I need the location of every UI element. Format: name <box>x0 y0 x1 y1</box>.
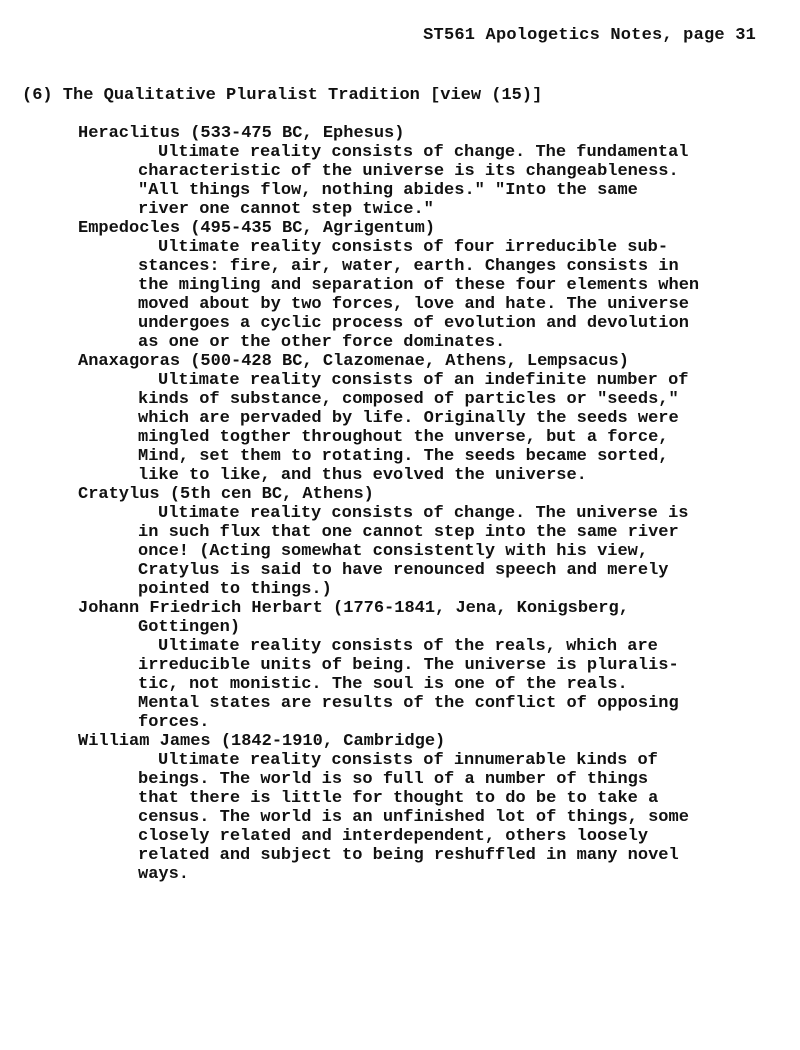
philosopher-entry <box>78 124 768 219</box>
entry-description <box>138 504 768 599</box>
section-title: (6) The Qualitative Pluralist Tradition [view (15)] <box>22 86 543 105</box>
philosopher-entry <box>78 732 768 884</box>
description-line: Ultimate reality consists of the reals, which are <box>158 637 658 656</box>
description-line: Cratylus is said to have renounced speech and merely <box>138 561 669 580</box>
description-line: in such flux that one cannot step into the same river <box>138 523 679 542</box>
entry-description <box>138 238 768 352</box>
description-line: characteristic of the universe is its changeableness. <box>138 162 679 181</box>
entry-heading <box>78 732 768 751</box>
entry-heading-line: Cratylus (5th cen BC, Athens) <box>78 485 374 504</box>
description-line: pointed to things.) <box>138 580 332 599</box>
description-line: tic, not monistic. The soul is one of the reals. <box>138 675 628 694</box>
description-line: mingled togther throughout the unverse, but a force, <box>138 428 669 447</box>
description-line: related and subject to being reshuffled in many novel <box>138 846 679 865</box>
description-line: which are pervaded by life. Originally the seeds were <box>138 409 679 428</box>
description-line: beings. The world is so full of a number of things <box>138 770 649 789</box>
entry-heading-line: Johann Friedrich Herbart (1776-1841, Jena, Konigsberg, <box>78 599 629 618</box>
philosopher-entry <box>78 219 768 352</box>
description-line: that there is little for thought to do be to take a <box>138 789 659 808</box>
description-line: Ultimate reality consists of four irreducible sub- <box>158 238 669 257</box>
entry-description <box>138 637 768 732</box>
entry-heading-line: Anaxagoras (500-428 BC, Clazomenae, Athens, Lempsacus) <box>78 352 629 371</box>
description-line: Mind, set them to rotating. The seeds became sorted, <box>138 447 669 466</box>
entry-heading <box>78 599 768 637</box>
philosopher-entries <box>78 124 768 884</box>
description-line: Ultimate reality consists of change. The universe is <box>158 504 689 523</box>
entry-heading-line: Empedocles (495-435 BC, Agrigentum) <box>78 219 436 238</box>
description-line: like to like, and thus evolved the universe. <box>138 466 587 485</box>
description-line: the mingling and separation of these four elements when <box>138 276 700 295</box>
entry-description <box>138 371 768 485</box>
description-line: census. The world is an unfinished lot of things, some <box>138 808 689 827</box>
description-line: forces. <box>138 713 210 732</box>
entry-heading <box>78 124 768 143</box>
description-line: moved about by two forces, love and hate. The universe <box>138 295 689 314</box>
philosopher-entry <box>78 485 768 599</box>
entry-heading-line: Gottingen) <box>138 618 241 637</box>
description-line: "All things flow, nothing abides." "Into the same <box>138 181 638 200</box>
description-line: stances: fire, air, water, earth. Changes consists in <box>138 257 679 276</box>
description-line: closely related and interdependent, others loosely <box>138 827 649 846</box>
description-line: Ultimate reality consists of an indefinite number of <box>158 371 689 390</box>
entry-description <box>138 751 768 884</box>
description-line: Ultimate reality consists of change. The fundamental <box>158 143 689 162</box>
description-line: Mental states are results of the conflict of opposing <box>138 694 679 713</box>
description-line: ways. <box>138 865 190 884</box>
entry-heading-line: William James (1842-1910, Cambridge) <box>78 732 446 751</box>
description-line: irreducible units of being. The universe is pluralis- <box>138 656 679 675</box>
description-line: undergoes a cyclic process of evolution and devolution <box>138 314 689 333</box>
entry-heading <box>78 219 768 238</box>
entry-heading <box>78 352 768 371</box>
entry-heading <box>78 485 768 504</box>
description-line: as one or the other force dominates. <box>138 333 506 352</box>
entry-description <box>138 143 768 219</box>
philosopher-entry <box>78 599 768 732</box>
description-line: river one cannot step twice." <box>138 200 434 219</box>
entry-heading-line: Heraclitus (533-475 BC, Ephesus) <box>78 124 405 143</box>
description-line: kinds of substance, composed of particles or "seeds," <box>138 390 679 409</box>
description-line: once! (Acting somewhat consistently with his view, <box>138 542 649 561</box>
description-line: Ultimate reality consists of innumerable kinds of <box>158 751 658 770</box>
running-header: ST561 Apologetics Notes, page 31 <box>423 26 756 45</box>
philosopher-entry <box>78 352 768 485</box>
